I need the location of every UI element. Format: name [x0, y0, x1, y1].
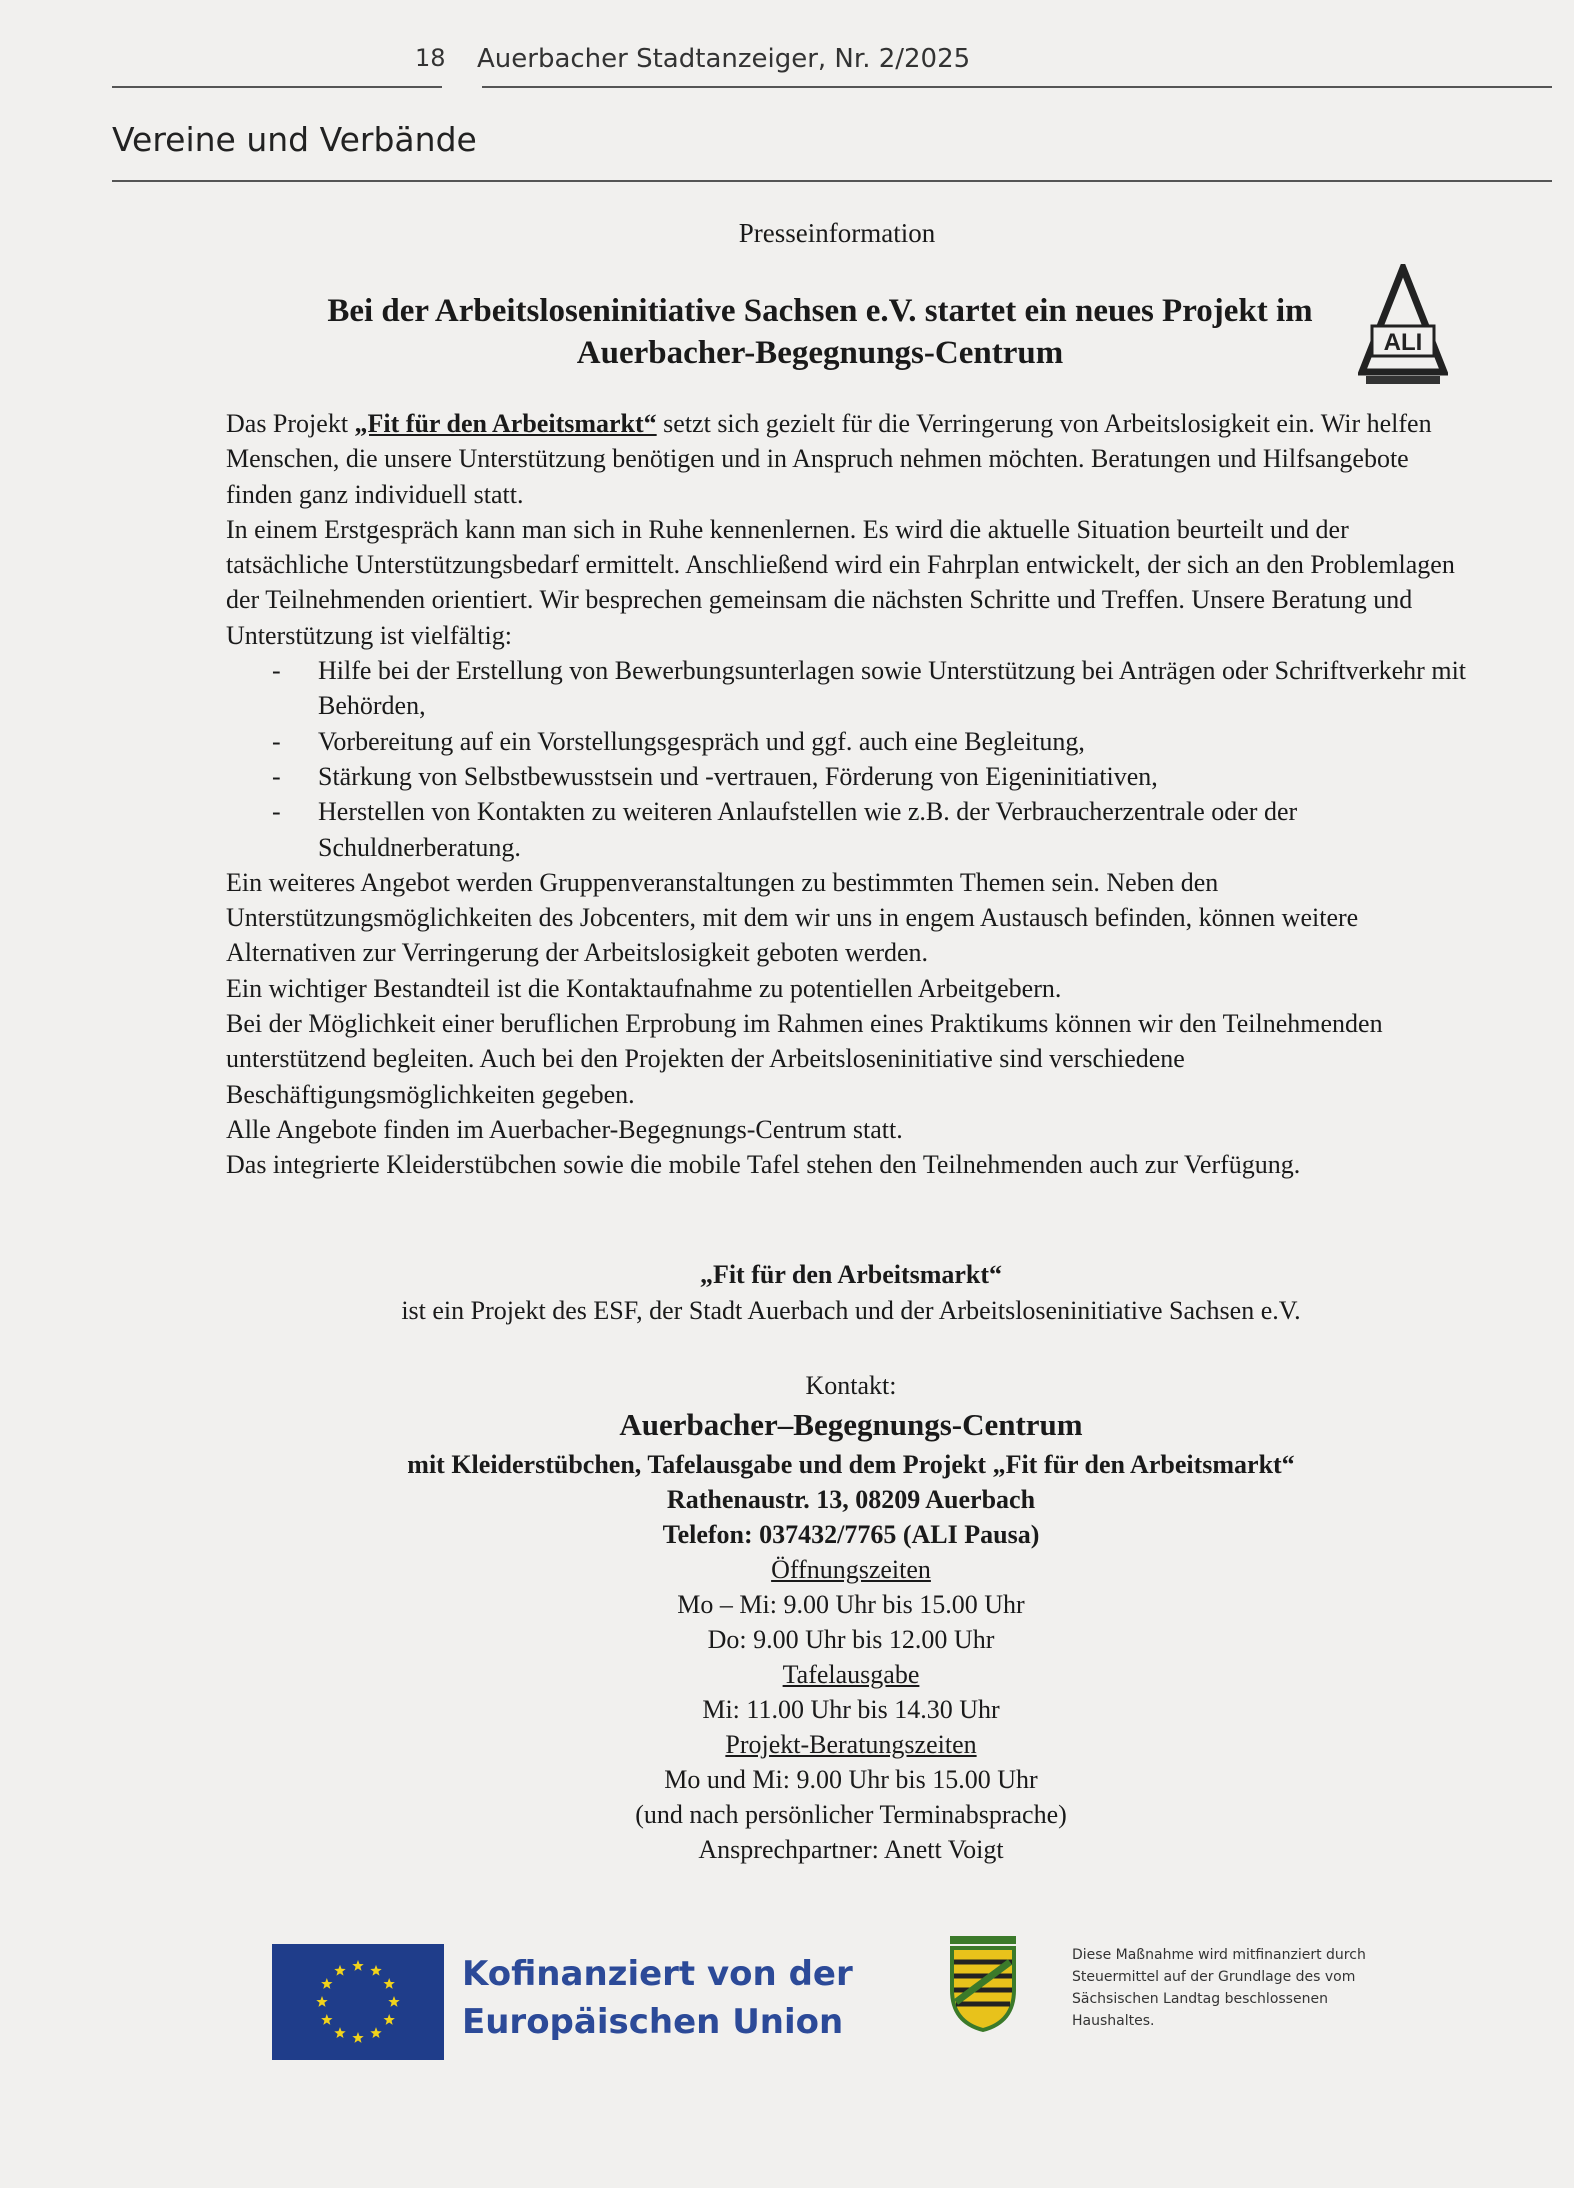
page-number: 18: [415, 44, 446, 72]
eu-line-1: Kofinanziert von der: [462, 1954, 853, 1994]
list-item-text: Hilfe bei der Erstellung von Bewerbungsunterlagen sowie Unterstützung bei Anträgen oder Schriftverkehr mit Behörden,: [318, 656, 1467, 721]
saxony-funding-text: Diese Maßnahme wird mitfinanziert durch Steuermittel auf der Grundlage des vom Sächsischen Landtag beschlossenen Haushaltes.: [1072, 1947, 1366, 2029]
paragraph-7: Das integrierte Kleiderstübchen sowie die mobile Tafel stehen den Teilnehmenden auch zur Verfügung.: [226, 1150, 1301, 1180]
offer-list: [226, 653, 1476, 865]
project-hours: Mo und Mi: 9.00 Uhr bis 15.00 Uhr: [664, 1765, 1038, 1794]
paragraph-3: Ein weiteres Angebot werden Gruppenveranstaltungen zu bestimmten Themen sein. Neben den Unterstützungsmöglichkeiten des Jobcenters, mit dem wir uns in engem Austausch befinden, können weitere Alternativen zur Verringerung der Arbeitslosigkeit geboten werden.: [226, 867, 1359, 968]
intro-paragraph: [226, 406, 1476, 512]
contact-label: Kontakt:: [805, 1371, 897, 1400]
paragraph-4: Ein wichtiger Bestandteil ist die Kontaktaufnahme zu potentiellen Arbeitgebern.: [226, 973, 1062, 1003]
eu-line-2: Europäischen Union: [462, 2002, 844, 2042]
list-item: [226, 724, 1476, 759]
contact-person: Ansprechpartner: Anett Voigt: [698, 1835, 1004, 1864]
contact-phone: Telefon: 037432/7765 (ALI Pausa): [662, 1520, 1040, 1549]
intro-project-name: „Fit für den Arbeitsmarkt“: [354, 409, 657, 438]
eu-cofunding-text: [462, 1950, 853, 2046]
article-body: [226, 406, 1476, 1183]
intro-rest: setzt sich gezielt für die Verringerung von Arbeitslosigkeit ein. Wir helfen Menschen, die unsere Unterstützung benötigen und in Anspruch nehmen möchten. Beratungen und Hilfsangebote finden ganz individuell statt.: [226, 409, 1432, 509]
project-note-title: „Fit für den Arbeitsmarkt“: [699, 1260, 1003, 1289]
bullet-marker: -: [272, 797, 281, 827]
tafel-hours: Mi: 11.00 Uhr bis 14.30 Uhr: [702, 1695, 1000, 1724]
section-rule: [112, 180, 1552, 182]
list-item: [226, 653, 1476, 724]
list-item: [226, 794, 1476, 865]
paragraph-5: Bei der Möglichkeit einer beruflichen Erprobung im Rahmen eines Praktikums können wir den Teilnehmenden unterstützend begleiten. Auch bei den Projekten der Arbeitsloseninitiative sind verschiedene Beschäftigungsmöglichkeiten gegeben.: [226, 1009, 1383, 1109]
hours-line-1: Mo – Mi: 9.00 Uhr bis 15.00 Uhr: [677, 1590, 1025, 1619]
list-item: [226, 759, 1476, 794]
headline: [230, 290, 1410, 374]
project-note-text: ist ein Projekt des ESF, der Stadt Auerbach und der Arbeitsloseninitiative Sachsen e.V.: [401, 1296, 1301, 1325]
hours-line-2: Do: 9.00 Uhr bis 12.00 Uhr: [707, 1625, 995, 1654]
kicker: Presseinformation: [738, 218, 936, 248]
contact-subtitle: mit Kleiderstübchen, Tafelausgabe und dem Projekt „Fit für den Arbeitsmarkt“: [407, 1450, 1295, 1479]
headline-line-2: Auerbacher-Begegnungs-Centrum: [576, 335, 1064, 371]
hours-title: Öffnungszeiten: [771, 1555, 931, 1584]
list-item-text: Vorbereitung auf ein Vorstellungsgespräch und ggf. auch eine Begleitung,: [318, 726, 1085, 756]
ali-logo-icon: [1358, 264, 1448, 390]
intro-prefix: Das Projekt: [226, 409, 355, 438]
list-item-text: Stärkung von Selbstbewusstsein und -vertrauen, Förderung von Eigeninitiativen,: [318, 761, 1158, 791]
project-note: [226, 1257, 1476, 1329]
section-title: Vereine und Verbände: [112, 120, 477, 159]
paragraph-2: In einem Erstgespräch kann man sich in Ruhe kennenlernen. Es wird die aktuelle Situation beurteilt und der tatsächliche Unterstützungsbedarf ermittelt. Anschließend wird ein Fahrplan entwickelt, der sich an den Problemlagen der Teilnehmenden orientiert. Wir besprechen gemeinsam die nächsten Schritte und Treffen. Unsere Beratung und Unterstützung ist vielfältig:: [226, 514, 1455, 650]
logo-text: ALI: [1383, 329, 1423, 356]
headline-line-1: Bei der Arbeitsloseninitiative Sachsen e.V. startet ein neues Projekt im: [327, 293, 1313, 329]
header-rule-right: [482, 86, 1552, 88]
eu-flag-icon: [272, 1944, 444, 2060]
paragraph-6: Alle Angebote finden im Auerbacher-Begegnungs-Centrum statt.: [226, 1114, 903, 1144]
contact-address: Rathenaustr. 13, 08209 Auerbach: [666, 1485, 1036, 1514]
contact-block: [226, 1368, 1476, 1867]
publication-title: Auerbacher Stadtanzeiger, Nr. 2/2025: [477, 44, 971, 74]
list-item-text: Herstellen von Kontakten zu weiteren Anlaufstellen wie z.B. der Verbraucherzentrale oder der Schuldnerberatung.: [318, 797, 1298, 862]
project-hours-note: (und nach persönlicher Terminabsprache): [635, 1800, 1067, 1829]
tafel-title: Tafelausgabe: [782, 1660, 920, 1689]
header-rule-left: [112, 86, 442, 88]
bullet-marker: -: [272, 656, 281, 686]
page-header: [112, 44, 1552, 84]
project-hours-title: Projekt-Beratungszeiten: [725, 1730, 977, 1759]
bullet-marker: -: [272, 726, 281, 756]
contact-name: Auerbacher–Begegnungs-Centrum: [619, 1407, 1083, 1442]
saxony-coat-of-arms-icon: [946, 1936, 1020, 2032]
bullet-marker: -: [272, 761, 281, 791]
